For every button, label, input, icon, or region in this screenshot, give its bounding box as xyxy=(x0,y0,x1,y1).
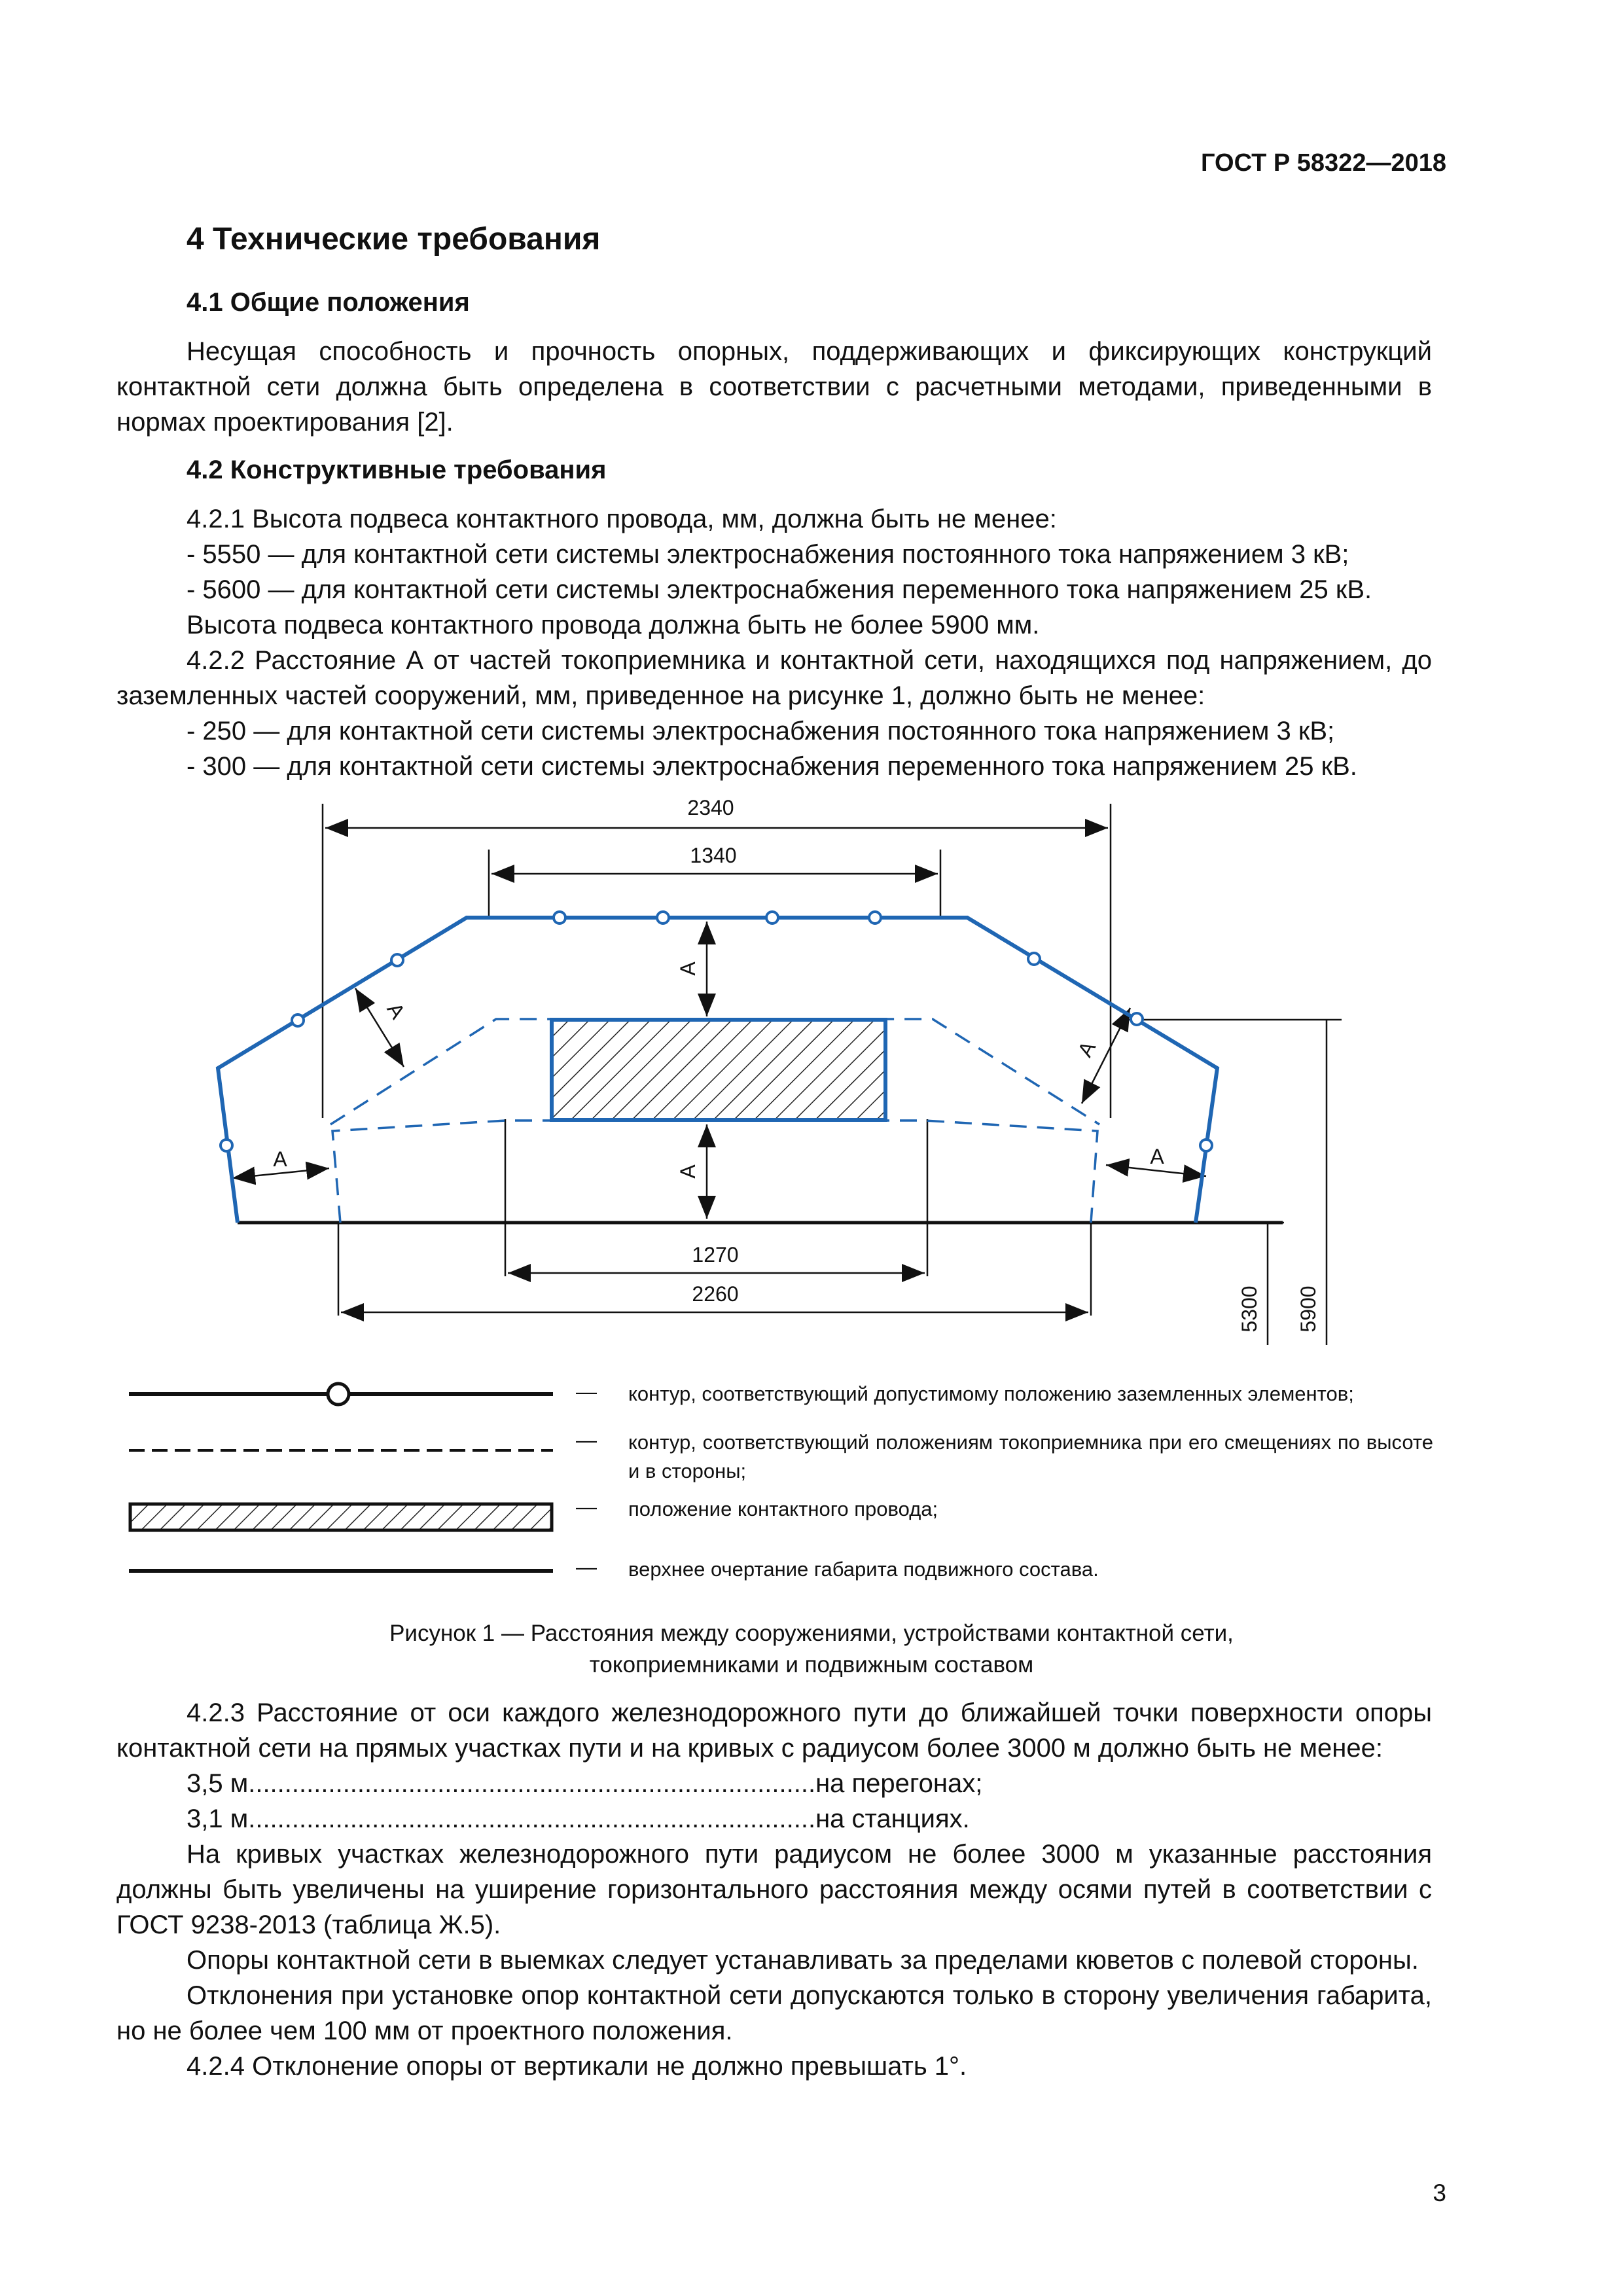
para-4-2-2: 4.2.2 Расстояние А от частей токоприемника и контактной сети, находящихся под напряжением, до заземленных частей сооружений, мм, приведенное на рисунке 1, должно быть не менее: xyxy=(116,646,1432,710)
distance-row-2-place: на станциях. xyxy=(815,1804,970,1833)
legend-dash-2: — xyxy=(576,1428,597,1452)
legend-hatched-bar xyxy=(130,1504,552,1530)
para-4-2-4: 4.2.4 Отклонение опоры от вертикали не должно превышать 1°. xyxy=(187,2052,967,2081)
distance-row-1-dots: .............................................................................. xyxy=(248,1769,816,1798)
legend-dash-3: — xyxy=(576,1495,597,1518)
para-4-2-2-b: - 300 — для контактной сети системы электроснабжения переменного тока напряжением 25 кВ. xyxy=(187,752,1357,781)
para-4-2-3-cuttings: Опоры контактной сети в выемках следует устанавливать за пределами кюветов с полевой стороны. xyxy=(187,1946,1419,1975)
section-4-2-3-body xyxy=(116,1695,1432,2084)
para-4-2-3-deviations: Отклонения при установке опор контактной сети допускаются только в сторону увеличения габарита, но не более чем 100 мм от проектного положения. xyxy=(116,1981,1432,2045)
section-4-1-text: Несущая способность и прочность опорных, поддерживающих и фиксирующих конструкций контактной сети должна быть определена в соответствии с расчетными методами, приведенными в нормах проектирования [2]. xyxy=(116,337,1432,437)
dim-2260-label: 2260 xyxy=(692,1282,739,1306)
legend-dash-1: — xyxy=(576,1380,597,1403)
distance-row-1 xyxy=(116,1766,1432,1801)
dim-1340-label: 1340 xyxy=(690,844,737,867)
legend-dash-4: — xyxy=(576,1555,597,1579)
legend-item-3: положение контактного провода; xyxy=(628,1498,938,1520)
para-4-2-1: 4.2.1 Высота подвеса контактного провода, мм, должна быть не менее: xyxy=(187,505,1057,533)
caption-line-1: Рисунок 1 — Расстояния между сооружениями, устройствами контактной сети, xyxy=(389,1621,1234,1646)
distance-row-2-value: 3,1 м xyxy=(187,1804,249,1833)
para-4-2-3-curves: На кривых участках железнодорожного пути радиусом не более 3000 м указанные расстояния должны быть увеличены на уширение горизонтального расстояния между осями путей в соответствии с ГОСТ 9238-2013 (таблица Ж.5). xyxy=(116,1840,1432,1939)
para-4-2-1-a: - 5550 — для контактной сети системы электроснабжения постоянного тока напряжением 3 кВ; xyxy=(187,540,1349,569)
distance-row-1-value: 3,5 м xyxy=(187,1769,249,1798)
dim-a-top-label: А xyxy=(676,961,700,976)
section-4-2-title: 4.2 Конструктивные требования xyxy=(187,456,607,484)
para-4-2-1-b: - 5600 — для контактной сети системы электроснабжения переменного тока напряжением 25 кВ. xyxy=(187,575,1372,604)
para-4-2-1-c: Высота подвеса контактного провода должна быть не более 5900 мм. xyxy=(187,611,1040,639)
dim-5900-label: 5900 xyxy=(1296,1285,1320,1333)
dim-2340-label: 2340 xyxy=(687,796,734,819)
dim-a-left-label: А xyxy=(273,1147,287,1171)
distance-row-2 xyxy=(116,1801,1432,1837)
dim-a-bottom-label: А xyxy=(676,1164,700,1179)
page-number: 3 xyxy=(1433,2179,1446,2206)
dim-a-right-label: А xyxy=(1150,1145,1164,1168)
dim-1270-label: 1270 xyxy=(692,1243,739,1266)
figure-1-clearance-diagram xyxy=(0,785,1623,1388)
distance-row-2-dots: .............................................................................. xyxy=(248,1804,816,1833)
contact-wire-position xyxy=(552,1020,885,1120)
para-4-2-2-a: - 250 — для контактной сети системы электроснабжения постоянного тока напряжением 3 кВ; xyxy=(187,717,1335,745)
caption-line-2: токоприемниками и подвижным составом xyxy=(589,1652,1034,1677)
distance-row-1-place: на перегонах; xyxy=(815,1769,983,1798)
section-4-1-title: 4.1 Общие положения xyxy=(187,288,470,317)
dim-5300-label: 5300 xyxy=(1238,1285,1261,1333)
legend-item-4: верхнее очертание габарита подвижного состава. xyxy=(628,1558,1099,1581)
legend-symbols xyxy=(0,1374,576,1597)
legend-item-1: контур, соответствующий допустимому положению заземленных элементов; xyxy=(628,1382,1354,1405)
document-id: ГОСТ Р 58322—2018 xyxy=(1201,149,1446,177)
legend-circle-marker xyxy=(328,1384,349,1405)
dim-a-left-slant-label: А xyxy=(382,998,410,1023)
section-4-2-body xyxy=(116,501,1432,784)
legend-item-2: контур, соответствующий положениям токоприемника при его смещениях по высоте и в стороны; xyxy=(628,1431,1433,1482)
figure-caption xyxy=(116,1618,1507,1681)
section-4-title: 4 Технические требования xyxy=(187,222,601,257)
dim-a-right-slant-label: А xyxy=(1073,1037,1101,1061)
para-4-2-3: 4.2.3 Расстояние от оси каждого железнодорожного пути до ближайшей точки поверхности опоры контактной сети на прямых участках пути и на кривых с радиусом более 3000 м должно быть не менее: xyxy=(116,1698,1432,1763)
